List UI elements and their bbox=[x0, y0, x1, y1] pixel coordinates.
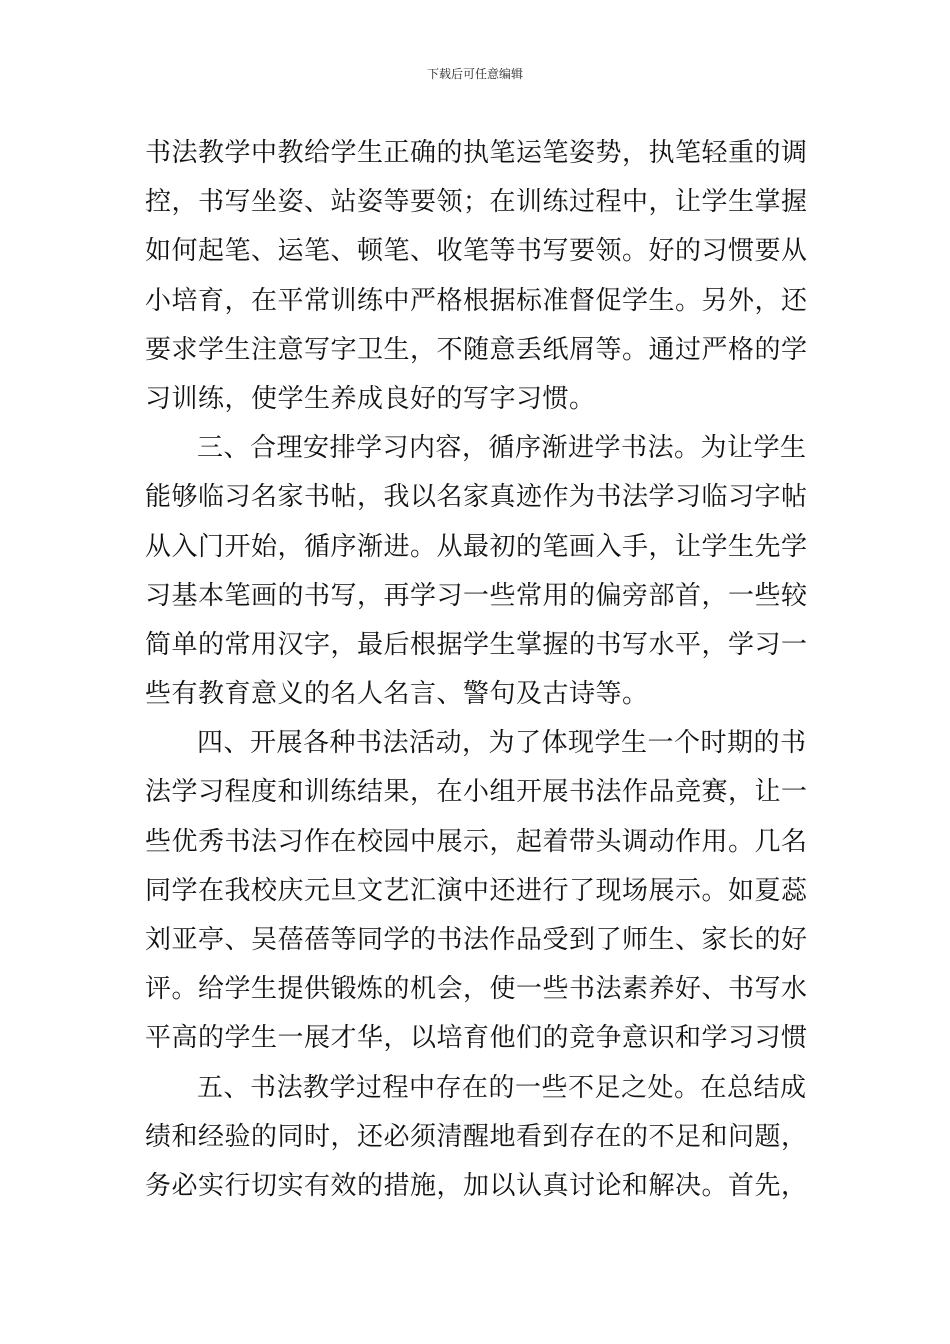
text-line: 平高的学生一展才华，以培育他们的竞争意识和学习习惯 bbox=[145, 1023, 808, 1054]
paragraph-start-line: 三、合理安排学习内容，循序渐进学书法。为让学生 bbox=[197, 433, 807, 464]
document-body bbox=[145, 129, 815, 1211]
text-line: 绩和经验的同时，还必须清醒地看到存在的不足和问题， bbox=[145, 1121, 808, 1152]
paragraph-start-line: 四、开展各种书法活动，为了体现学生一个时期的书 bbox=[197, 728, 807, 759]
text-line: 同学在我校庆元旦文艺汇演中还进行了现场展示。如夏蕊 bbox=[145, 875, 808, 906]
text-line: 能够临习名家书帖，我以名家真迹作为书法学习临习字帖 bbox=[145, 482, 808, 513]
text-line: 如何起笔、运笔、顿笔、收笔等书写要领。好的习惯要从 bbox=[145, 236, 808, 267]
text-line: 小培育，在平常训练中严格根据标准督促学生。另外，还 bbox=[145, 285, 808, 316]
text-line: 习基本笔画的书写，再学习一些常用的偏旁部首，一些较 bbox=[145, 580, 808, 611]
text-line: 些优秀书法习作在校园中展示，起着带头调动作用。几名 bbox=[145, 826, 808, 857]
text-line: 务必实行切实有效的措施，加以认真讨论和解决。首先， bbox=[145, 1170, 808, 1201]
text-line: 评。给学生提供锻炼的机会，使一些书法素养好、书写水 bbox=[145, 974, 808, 1005]
text-line: 法学习程度和训练结果，在小组开展书法作品竞赛，让一 bbox=[145, 777, 808, 808]
text-line: 要求学生注意写字卫生，不随意丢纸屑等。通过严格的学 bbox=[145, 334, 808, 365]
text-line: 简单的常用汉字，最后根据学生掌握的书写水平，学习一 bbox=[145, 629, 808, 660]
text-line: 刘亚亭、吴蓓蓓等同学的书法作品受到了师生、家长的好 bbox=[145, 925, 808, 955]
page-header-note: 下载后可任意编辑 bbox=[426, 67, 523, 81]
text-line: 控，书写坐姿、站姿等要领；在训练过程中，让学生掌握 bbox=[145, 187, 808, 218]
text-line: 从入门开始，循序渐进。从最初的笔画入手，让学生先学 bbox=[145, 531, 808, 562]
text-line: 书法教学中教给学生正确的执笔运笔姿势，执笔轻重的调 bbox=[145, 138, 808, 168]
text-line: 习训练，使学生养成良好的写字习惯。 bbox=[145, 383, 596, 414]
text-line: 些有教育意义的名人名言、警句及古诗等。 bbox=[145, 679, 649, 710]
paragraph-start-line: 五、书法教学过程中存在的一些不足之处。在总结成 bbox=[197, 1072, 807, 1103]
